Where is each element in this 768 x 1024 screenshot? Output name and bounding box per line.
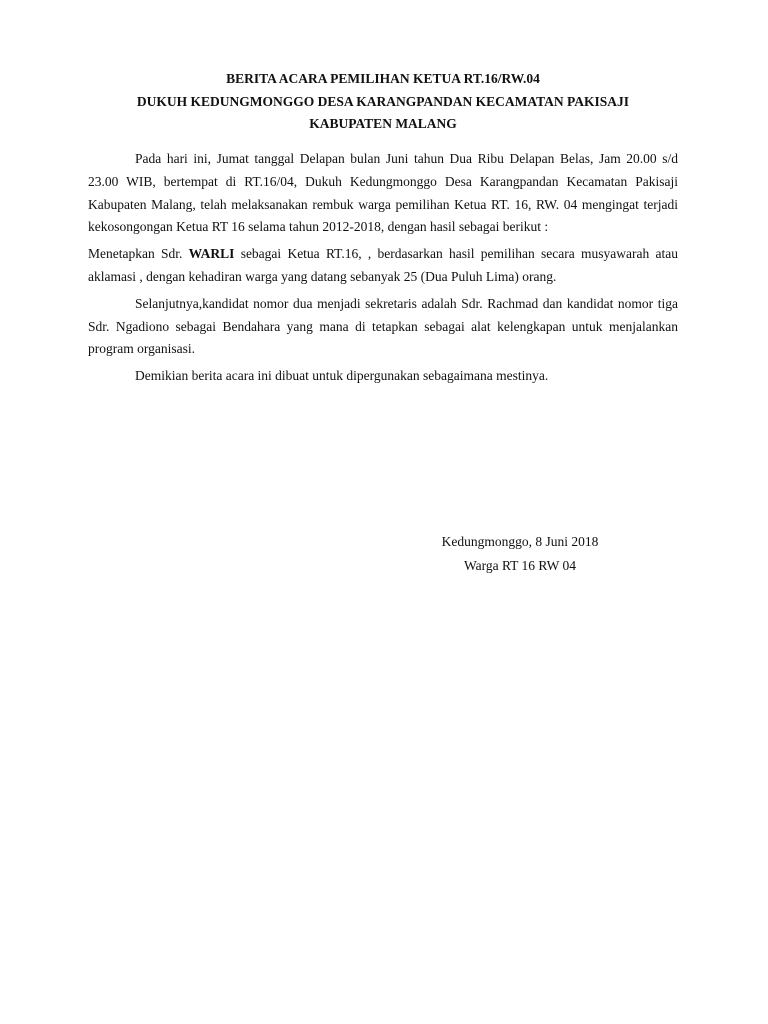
title-line-1: BERITA ACARA PEMILIHAN KETUA RT.16/RW.04	[226, 71, 540, 86]
elected-name: WARLI	[188, 246, 235, 262]
decision-text-after: sebagai Ketua RT.16, , berdasarkan hasil pemilihan secara musyawarah atau aklamasi , dengan kehadiran warga yang datang sebanyak 25 (Dua Puluh Lima) orang.	[88, 246, 679, 284]
document-title	[88, 68, 678, 136]
title-line-2: DUKUH KEDUNGMONGGO DESA KARANGPANDAN KECAMATAN PAKISAJI	[136, 93, 630, 109]
paragraph-closing: Demikian berita acara ini dibuat untuk dipergunakan sebagaimana mestinya.	[135, 368, 549, 384]
decision-text-before: Menetapkan Sdr.	[88, 246, 189, 262]
signature-block	[420, 530, 620, 578]
paragraph-decision	[88, 243, 678, 289]
document-body	[88, 148, 678, 392]
signature-place-date: Kedungmonggo, 8 Juni 2018	[441, 534, 599, 549]
signature-signer: Warga RT 16 RW 04	[463, 558, 577, 573]
title-line-3: KABUPATEN MALANG	[309, 116, 457, 131]
paragraph-opening: Pada hari ini, Jumat tanggal Delapan bulan Juni tahun Dua Ribu Delapan Belas, Jam 20.00 s/d 23.00 WIB, bertempat di RT.16/04, Dukuh Kedungmonggo Desa Karangpandan Kecamatan Pakisaji Kabupaten Malang, telah melaksanakan rembuk warga pemilihan Ketua RT. 16, RW. 04 mengingat terjadi kekosongongan Ketua RT 16 selama tahun 2012-2018, dengan hasil sebagai berikut :	[88, 151, 678, 235]
paragraph-officers: Selanjutnya,kandidat nomor dua menjadi sekretaris adalah Sdr. Rachmad dan kandidat nomor tiga Sdr. Ngadiono sebagai Bendahara yang mana di tetapkan sebagai alat kelengkapan untuk menjalankan program organisasi.	[88, 295, 678, 357]
